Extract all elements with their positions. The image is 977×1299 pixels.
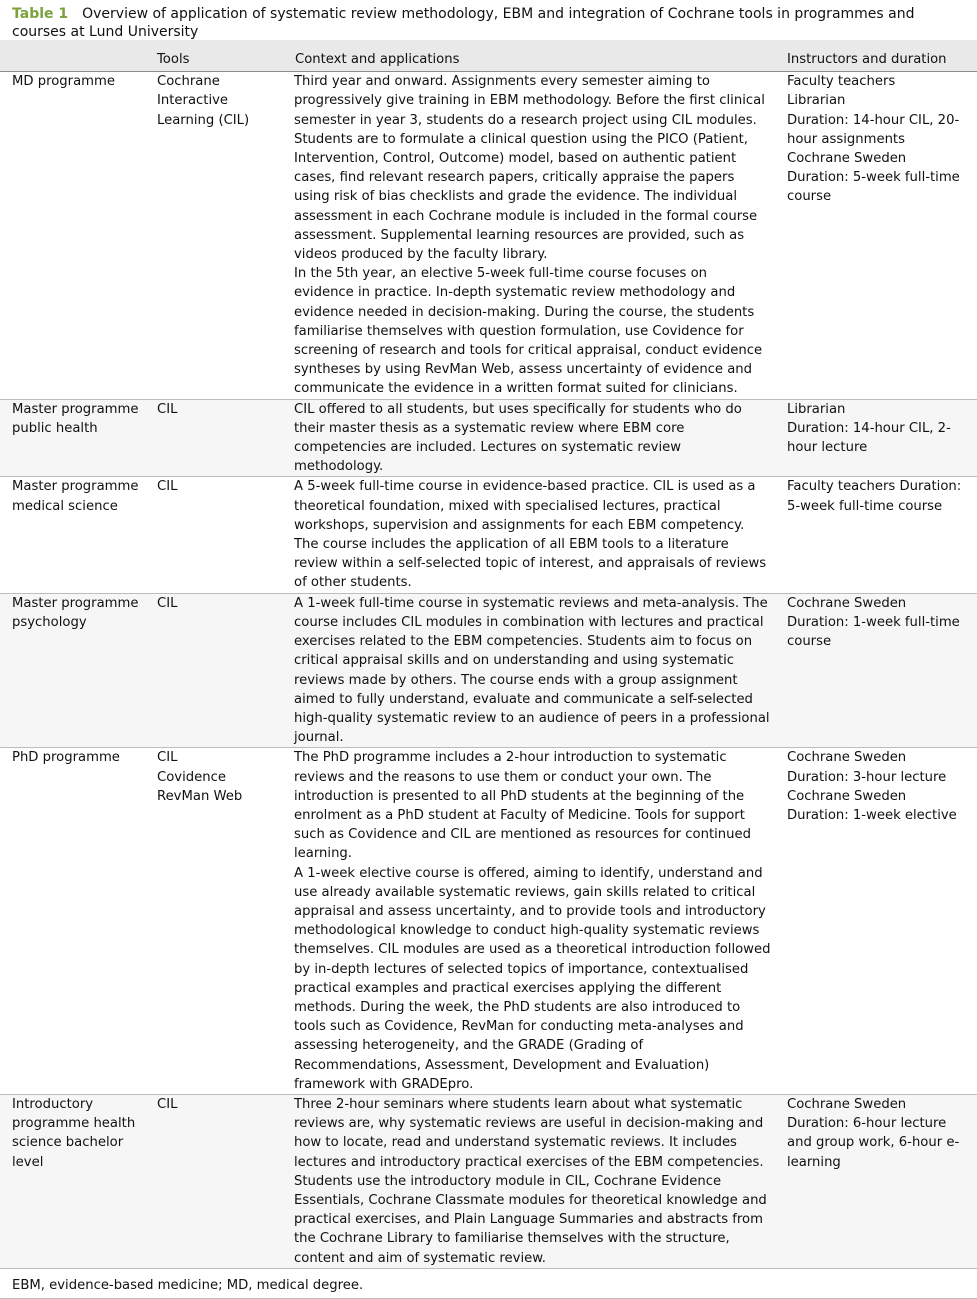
instructors-cell bbox=[775, 748, 977, 1095]
programme-cell: Master programme psychology bbox=[0, 593, 145, 748]
header-row bbox=[0, 40, 977, 72]
instructor-line: Cochrane Sweden bbox=[787, 750, 907, 766]
tool-item: Covidence bbox=[157, 769, 226, 785]
context-paragraph: Three 2-hour seminars where students learn about what systematic reviews are, why systematic reviews are useful in decision-making and how to locate, read and understand systematic reviews. It includes lectures and introductory practical exercises of the EBM competencies. Students use the introductory module in CIL, Cochrane Evidence Essentials, Cochrane Classmate modules for theoretical knowledge and practical exercises, and Plain Language Summaries and abstracts from the Cochrane Library to familiarise themselves with the structure, content and aim of systematic review. bbox=[294, 1096, 767, 1266]
tools-cell bbox=[145, 748, 283, 1095]
instructor-line: Cochrane Sweden Duration: 5-week full-time course bbox=[787, 151, 960, 205]
instructors-cell bbox=[775, 399, 977, 477]
tools-cell bbox=[145, 593, 283, 748]
tool-item: Cochrane Interactive Learning (CIL) bbox=[157, 74, 250, 128]
table-label: Table 1 bbox=[12, 6, 69, 22]
tools-cell bbox=[145, 72, 283, 399]
tool-item: CIL bbox=[157, 595, 178, 611]
table-row bbox=[0, 593, 977, 748]
overview-table bbox=[0, 40, 977, 1269]
context-cell bbox=[283, 1094, 775, 1268]
table-row bbox=[0, 72, 977, 399]
instructor-line: Cochrane Sweden Duration: 1-week elective bbox=[787, 788, 957, 823]
table-footnote: EBM, evidence-based medicine; MD, medical degree. bbox=[0, 1269, 977, 1299]
programme-cell: MD programme bbox=[0, 72, 145, 399]
header-context: Context and applications bbox=[283, 40, 775, 72]
context-paragraph: CIL offered to all students, but uses specifically for students who do their master thesis as a systematic review where EBM core competencies are included. Lectures on systematic review methodology. bbox=[294, 401, 742, 475]
instructor-line: Cochrane Sweden Duration: 6-hour lecture and group work, 6-hour e-learning bbox=[787, 1096, 960, 1170]
table-title: Overview of application of systematic review methodology, EBM and integration of Cochrane tools in programmes and courses at Lund University bbox=[12, 6, 915, 40]
context-paragraph: In the 5th year, an elective 5-week full-time course focuses on evidence in practice. In-depth systematic review methodology and evidence needed in decision-making. During the course, the students familiarise themselves with question formulation, use Covidence for screening of research and tools for critical appraisal, conduct evidence syntheses by using RevMan Web, assess uncertainty of evidence and communicate the evidence in a written format suited for clinicians. bbox=[294, 266, 763, 397]
context-paragraph: A 5-week full-time course in evidence-based practice. CIL is used as a theoretical foundation, mixed with specialised lectures, practical workshops, supervision and assignments for each EBM competency. The course includes the application of all EBM tools to a literature review within a self-selected topic of interest, and appraisals of reviews of other students. bbox=[294, 479, 767, 591]
tool-item: CIL bbox=[157, 401, 178, 417]
table-row bbox=[0, 477, 977, 593]
context-cell bbox=[283, 72, 775, 399]
instructor-line: Duration: 14-hour CIL, 2-hour lecture bbox=[787, 420, 951, 456]
context-cell bbox=[283, 748, 775, 1095]
tools-cell bbox=[145, 1094, 283, 1268]
context-paragraph: Third year and onward. Assignments every semester aiming to progressively give training in EBM methodology. Before the first clinical semester in year 3, students do a research project using CIL modules. Students are to formulate a clinical question using the PICO (Patient, Intervention, Control, Outcome) model, based on authentic patient cases, find relevant research papers, critically appraise the papers using risk of bias checklists and grade the evidence. The individual assessment in each Cochrane module is included in the formal course assessment. Supplemental learning resources are provided, such as videos produced by the faculty library. bbox=[294, 74, 765, 263]
header-instructors: Instructors and duration bbox=[775, 40, 977, 72]
table-caption bbox=[0, 0, 977, 40]
instructor-line: Faculty teachers bbox=[787, 74, 896, 90]
context-cell bbox=[283, 399, 775, 477]
table-row bbox=[0, 1094, 977, 1268]
tool-item: CIL bbox=[157, 750, 178, 766]
instructors-cell bbox=[775, 477, 977, 593]
instructor-line: Faculty teachers Duration: 5-week full-time course bbox=[787, 479, 962, 514]
instructors-cell bbox=[775, 72, 977, 399]
context-paragraph: A 1-week full-time course in systematic reviews and meta-analysis. The course includes CIL modules in combination with lectures and practical exercises related to the EBM competencies. Students aim to focus on critical appraisal skills and on understanding and using systematic reviews made by others. The course ends with a group assignment aimed to fully understand, evaluate and communicate a self-selected high-quality systematic review to an audience of peers in a professional journal. bbox=[294, 595, 770, 746]
table-row bbox=[0, 399, 977, 477]
instructor-line: Duration: 14-hour CIL, 20-hour assignments bbox=[787, 112, 960, 147]
tool-item: RevMan Web bbox=[157, 788, 243, 804]
context-cell bbox=[283, 477, 775, 593]
instructors-cell bbox=[775, 593, 977, 748]
context-paragraph: The PhD programme includes a 2-hour introduction to systematic reviews and the reasons to use them or conduct your own. The introduction is presented to all PhD students at the beginning of the enrolment as a PhD student at Faculty of Medicine. Tools for support such as Covidence and CIL are mentioned as resources for continued learning. bbox=[294, 750, 752, 862]
instructor-line: Duration: 3-hour lecture bbox=[787, 769, 947, 785]
tool-item: CIL bbox=[157, 479, 178, 495]
header-tools: Tools bbox=[145, 40, 283, 72]
tools-cell bbox=[145, 399, 283, 477]
context-paragraph: A 1-week elective course is offered, aiming to identify, understand and use already available systematic reviews, gain skills related to critical appraisal and assess uncertainty, and to provide tools and introductory methodological knowledge to conduct high-quality systematic reviews themselves. CIL modules are used as a theoretical introduction followed by in-depth lectures of selected topics of importance, contextualised practical examples and practical exercises applying the different methods. During the week, the PhD students are also introduced to tools such as Covidence, RevMan for conducting meta-analyses and assessing heterogeneity, and the GRADE (Grading of Recommendations, Assessment, Development and Evaluation) framework with GRADEpro. bbox=[294, 865, 771, 1092]
programme-cell: PhD programme bbox=[0, 748, 145, 1095]
instructors-cell bbox=[775, 1094, 977, 1268]
table-row bbox=[0, 748, 977, 1095]
instructor-line: Librarian bbox=[787, 93, 846, 109]
programme-cell: Introductory programme health science bachelor level bbox=[0, 1094, 145, 1268]
instructor-line: Librarian bbox=[787, 401, 846, 417]
programme-cell: Master programme medical science bbox=[0, 477, 145, 593]
programme-cell: Master programme public health bbox=[0, 399, 145, 477]
tools-cell bbox=[145, 477, 283, 593]
header-programme bbox=[0, 40, 145, 72]
tool-item: CIL bbox=[157, 1096, 178, 1112]
instructor-line: Cochrane Sweden Duration: 1-week full-time course bbox=[787, 595, 960, 650]
context-cell bbox=[283, 593, 775, 748]
